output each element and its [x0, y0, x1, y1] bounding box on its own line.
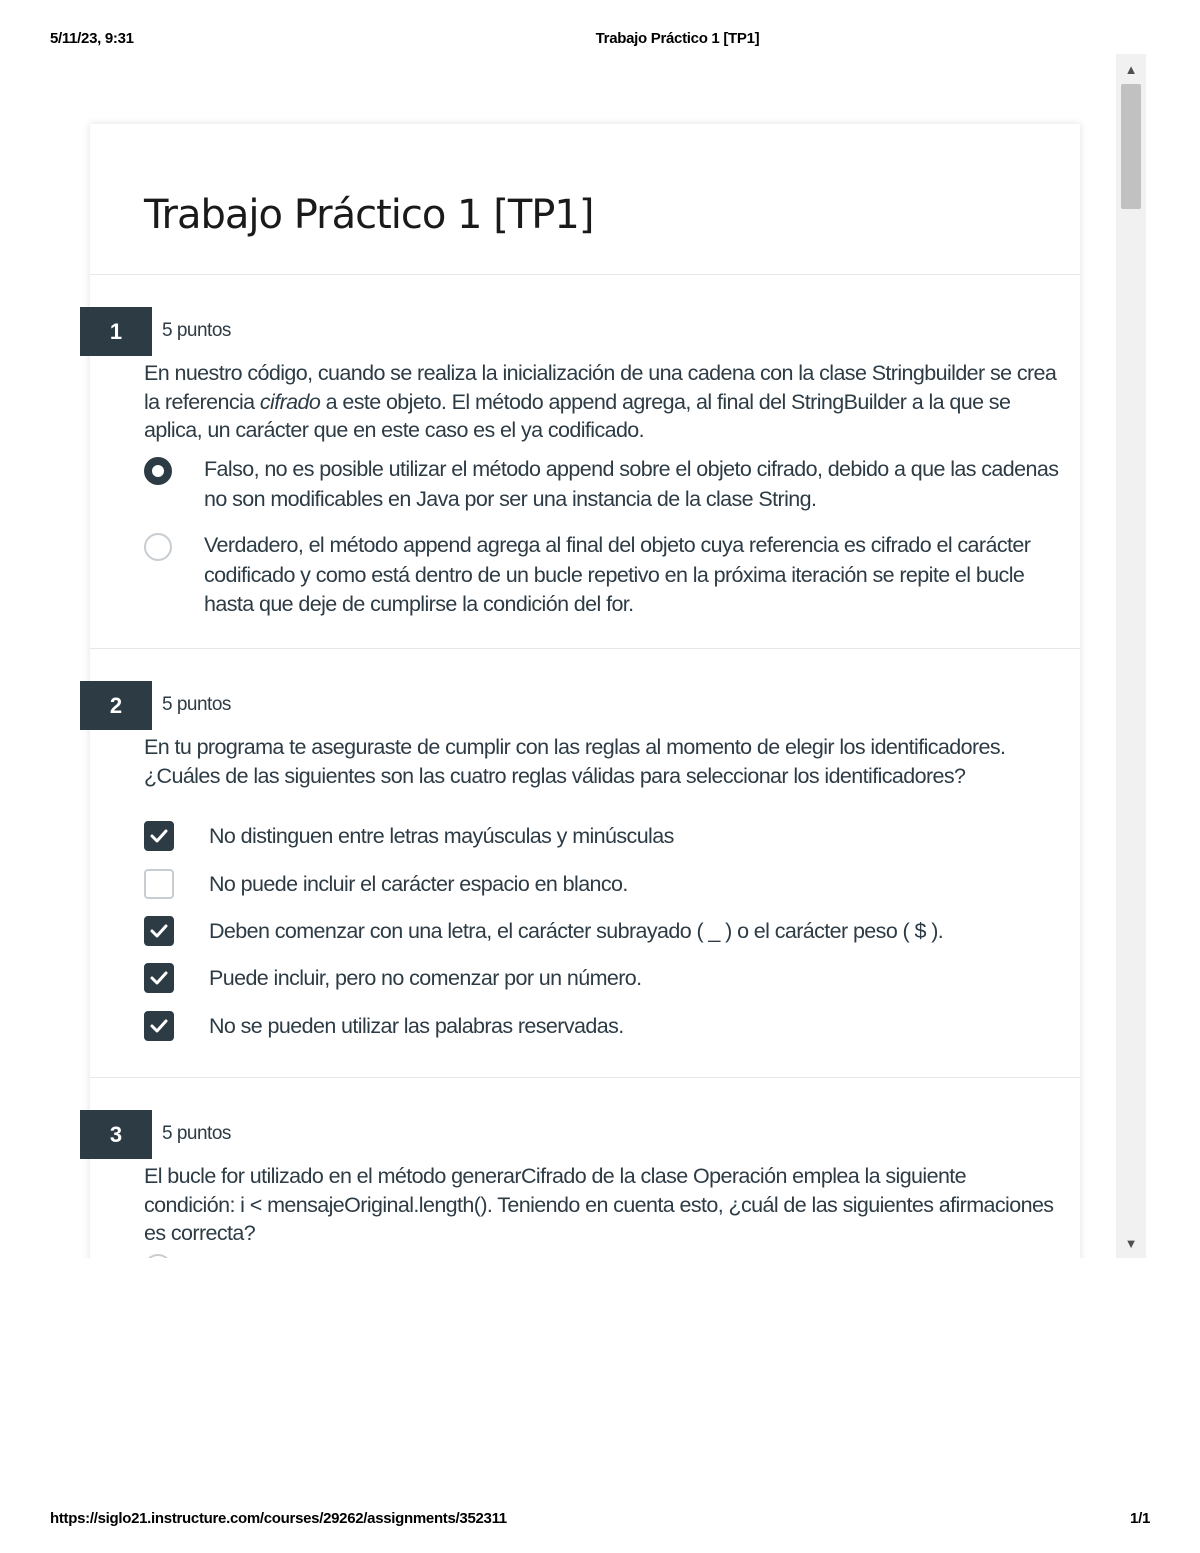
quiz-card: [90, 124, 1080, 1258]
scrollbar-thumb[interactable]: [1121, 84, 1141, 209]
answer-label: Verdadero, el método append agrega al final del objeto cuya referencia es cifrado el carácter codificado y como está dentro de un bucle repetivo en la próxima iteración se repite el bucle hasta que deje de cumplirse la condición del for.: [204, 533, 1031, 616]
checkbox[interactable]: [144, 869, 174, 899]
answer-label: Deben comenzar con una letra, el carácter subrayado ( _ ) o el carácter peso ( $ ).: [209, 919, 944, 943]
answer-label: No se pueden utilizar las palabras reservadas.: [209, 1014, 624, 1038]
radio-button-selected[interactable]: [144, 457, 172, 485]
checkbox-checked[interactable]: [144, 916, 174, 946]
scroll-up-icon[interactable]: ▲: [1124, 61, 1138, 77]
question-text: El bucle for utilizado en el método generarCifrado de la clase Operación emplea la siguiente condición: i < mensajeOriginal.length(). Teniendo en cuenta esto, ¿cuál de las siguientes afirmaciones es correcta?: [144, 1164, 1054, 1245]
check-icon: [149, 1016, 169, 1036]
question-points: 5 puntos: [162, 1123, 231, 1144]
print-page-number: 1/1: [1130, 1510, 1150, 1527]
print-title: Trabajo Práctico 1 [TP1]: [595, 30, 760, 47]
divider: [90, 648, 1080, 649]
checkbox-checked[interactable]: [144, 1011, 174, 1041]
radio-button[interactable]: [144, 533, 172, 561]
checkbox-checked[interactable]: [144, 821, 174, 851]
answer-label: Falso, no es posible utilizar el método append sobre el objeto cifrado, debido a que las cadenas no son modificables en Java por ser una instancia de la clase String.: [204, 457, 1059, 511]
question-number-badge: 3: [80, 1110, 152, 1159]
divider: [90, 1077, 1080, 1078]
question-points: 5 puntos: [162, 320, 231, 341]
answer-label: No puede incluir el carácter espacio en blanco.: [209, 872, 628, 896]
vertical-scrollbar[interactable]: [1116, 54, 1146, 1258]
radio-button[interactable]: [144, 1254, 172, 1258]
quiz-title: Trabajo Práctico 1 [TP1]: [144, 192, 594, 238]
answer-label: No distinguen entre letras mayúsculas y minúsculas: [209, 824, 674, 848]
divider: [90, 274, 1080, 275]
check-icon: [149, 968, 169, 988]
question-number-badge: 1: [80, 307, 152, 356]
browser-viewport: [54, 54, 1146, 1258]
answer-label: Puede incluir, pero no comenzar por un número.: [209, 966, 642, 990]
print-url: https://siglo21.instructure.com/courses/29262/assignments/352311: [50, 1510, 507, 1527]
question-text: En tu programa te aseguraste de cumplir con las reglas al momento de elegir los identificadores. ¿Cuáles de las siguientes son las cuatro reglas válidas para seleccionar los identificadores?: [144, 735, 1006, 788]
checkbox-checked[interactable]: [144, 963, 174, 993]
question-points: 5 puntos: [162, 694, 231, 715]
question-text: En nuestro código, cuando se realiza la inicialización de una cadena con la clase Stringbuilder se crea la referencia cifrado a este objeto. El método append agrega, al final del StringBuilder a la que se aplica, un carácter que en este caso es el ya codificado.: [144, 361, 1057, 442]
question-number-badge: 2: [80, 681, 152, 730]
check-icon: [149, 921, 169, 941]
question-text-italic: cifrado: [259, 389, 321, 414]
scroll-down-icon[interactable]: ▼: [1124, 1235, 1138, 1251]
print-datetime: 5/11/23, 9:31: [50, 30, 134, 47]
check-icon: [149, 826, 169, 846]
